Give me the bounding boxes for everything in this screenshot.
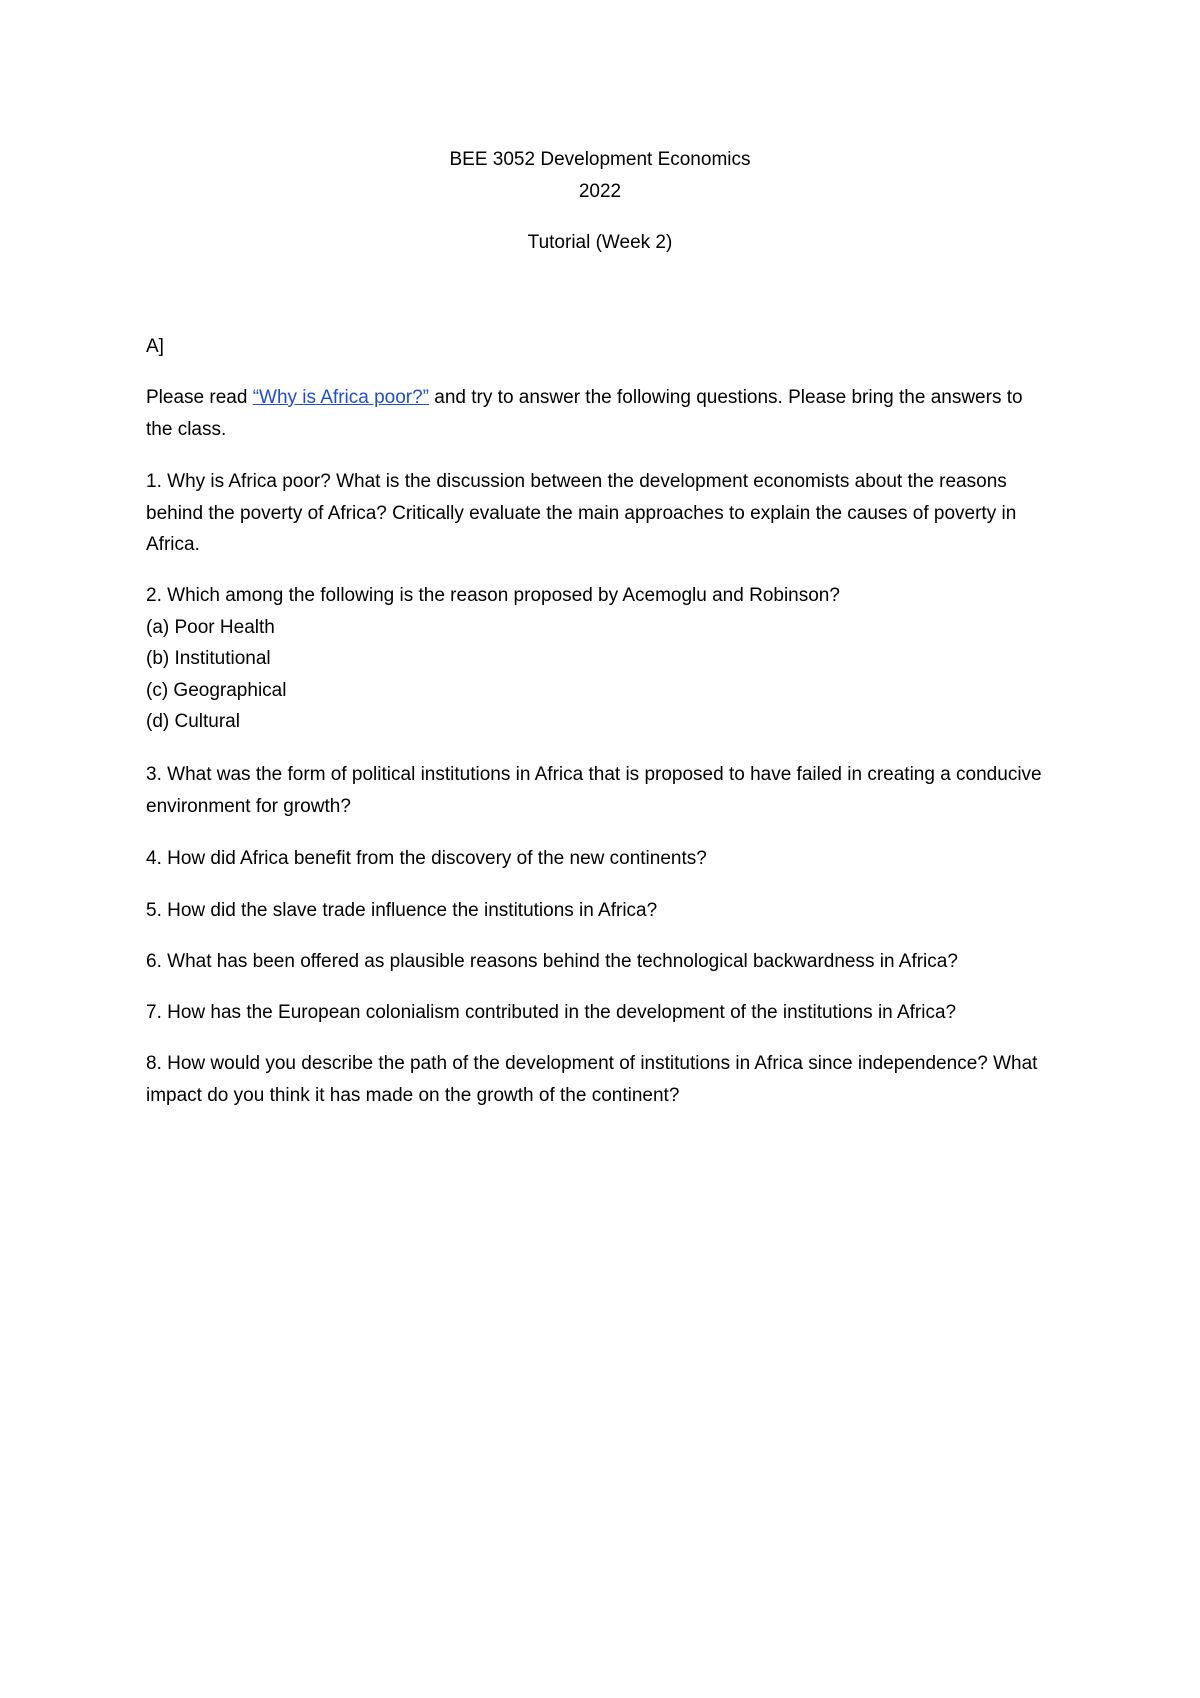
question-number: 5. <box>146 900 162 921</box>
question-number: 3. <box>146 764 162 785</box>
question-text: How did Africa benefit from the discovery of the new continents? <box>161 848 707 869</box>
article-link[interactable]: “Why is Africa poor?” <box>252 387 430 408</box>
option-a: (a) Poor Health <box>146 616 275 638</box>
question-text: Why is Africa poor? What is the discussion between the development economists about the reasons behind the poverty of Africa? Critically evaluate the main approaches to explain the causes of poverty in Africa. <box>146 471 1017 555</box>
question-4 <box>146 843 1046 875</box>
course-year: 2022 <box>578 181 622 202</box>
option-d: (d) Cultural <box>146 711 240 732</box>
question-6 <box>146 946 1046 978</box>
tutorial-heading: Tutorial (Week 2) <box>527 232 673 253</box>
question-text: Which among the following is the reason proposed by Acemoglu and Robinson? <box>161 585 840 606</box>
question-number: 2. <box>146 585 162 606</box>
question-number: 1. <box>146 471 162 492</box>
question-text: What was the form of political institutions in Africa that is proposed to have failed in creating a conducive environment for growth? <box>146 764 1042 817</box>
question-2 <box>146 580 1046 738</box>
intro-text-before: Please read <box>146 387 253 408</box>
course-title: BEE 3052 Development Economics <box>449 149 751 170</box>
question-7 <box>146 997 1046 1029</box>
question-text: How has the European colonialism contributed in the development of the institutions in Africa? <box>161 1002 957 1023</box>
answer-options <box>146 612 1046 738</box>
question-8 <box>146 1048 1046 1111</box>
section-label: A] <box>146 336 164 357</box>
question-text: How would you describe the path of the development of institutions in Africa since independence? What impact do you think it has made on the growth of the continent? <box>146 1053 1038 1106</box>
question-number: 7. <box>146 1002 162 1023</box>
question-text: What has been offered as plausible reasons behind the technological backwardness in Africa? <box>161 951 958 972</box>
question-number: 4. <box>146 848 162 869</box>
question-text: How did the slave trade influence the institutions in Africa? <box>161 900 658 921</box>
question-number: 6. <box>146 951 162 972</box>
option-b: (b) Institutional <box>146 648 271 669</box>
question-1 <box>146 466 1046 561</box>
question-3 <box>146 759 1046 822</box>
intro-paragraph <box>146 382 1046 445</box>
question-5 <box>146 895 1046 927</box>
option-c: (c) Geographical <box>146 679 287 701</box>
intro-text-after: and try to answer the following questions. Please bring the answers to the class. <box>146 387 1023 440</box>
question-number: 8. <box>146 1053 162 1074</box>
